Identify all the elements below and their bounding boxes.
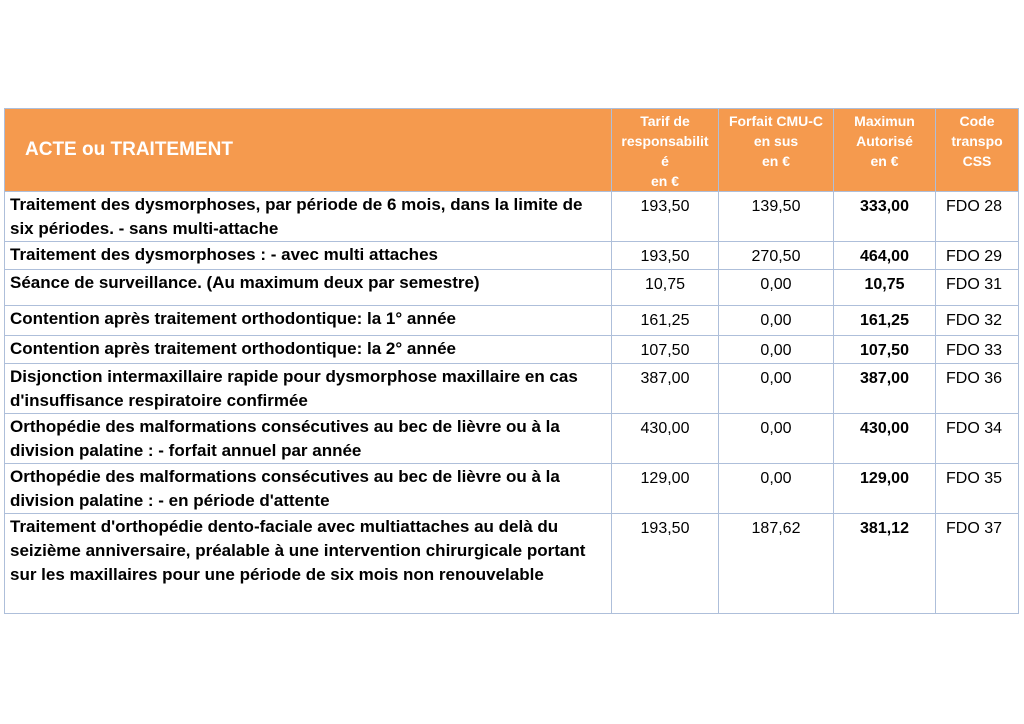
cell-maximum: 381,12 <box>834 514 936 614</box>
cell-acte: Traitement des dysmorphoses : - avec multi attaches <box>5 242 612 270</box>
cell-acte: Traitement des dysmorphoses, par période de 6 mois, dans la limite de six périodes. - sans multi-attache <box>5 192 612 242</box>
table-row <box>5 270 1019 306</box>
cell-code: FDO 31 <box>936 270 1019 306</box>
cell-forfait: 0,00 <box>719 464 834 514</box>
cell-tarif: 430,00 <box>612 414 719 464</box>
header-forfait <box>719 109 834 192</box>
cell-tarif: 193,50 <box>612 192 719 242</box>
header-tarif-line: en € <box>650 173 679 189</box>
cell-code: FDO 28 <box>936 192 1019 242</box>
cell-forfait: 0,00 <box>719 270 834 306</box>
cell-maximum: 10,75 <box>834 270 936 306</box>
cell-acte: Disjonction intermaxillaire rapide pour dysmorphose maxillaire en cas d'insuffisance respiratoire confirmée <box>5 364 612 414</box>
table-row <box>5 364 1019 414</box>
header-code-line: Code <box>959 113 995 129</box>
cell-forfait: 0,00 <box>719 364 834 414</box>
cell-code: FDO 37 <box>936 514 1019 614</box>
cell-maximum: 107,50 <box>834 336 936 364</box>
cell-code: FDO 29 <box>936 242 1019 270</box>
header-maximum <box>834 109 936 192</box>
cell-code: FDO 36 <box>936 364 1019 414</box>
cell-code: FDO 35 <box>936 464 1019 514</box>
cell-code: FDO 33 <box>936 336 1019 364</box>
header-tarif <box>612 109 719 192</box>
cell-maximum: 129,00 <box>834 464 936 514</box>
table-row <box>5 514 1019 614</box>
cell-code: FDO 34 <box>936 414 1019 464</box>
cell-acte: Traitement d'orthopédie dento-faciale avec multiattaches au delà du seizième anniversaire, préalable à une intervention chirurgicale portant sur les maxillaires pour une période de six mois non renouvelable <box>5 514 612 614</box>
cell-acte: Contention après traitement orthodontique: la 1° année <box>5 306 612 336</box>
cell-acte: Orthopédie des malformations consécutives au bec de lièvre ou à la division palatine : - en période d'attente <box>5 464 612 514</box>
cell-code: FDO 32 <box>936 306 1019 336</box>
cell-forfait: 0,00 <box>719 306 834 336</box>
cell-tarif: 107,50 <box>612 336 719 364</box>
cell-acte: Contention après traitement orthodontique: la 2° année <box>5 336 612 364</box>
table-row <box>5 464 1019 514</box>
cell-forfait: 187,62 <box>719 514 834 614</box>
header-forfait-line: en € <box>761 153 790 169</box>
table-row <box>5 336 1019 364</box>
cell-maximum: 333,00 <box>834 192 936 242</box>
cell-forfait: 139,50 <box>719 192 834 242</box>
cell-forfait: 0,00 <box>719 414 834 464</box>
cell-maximum: 464,00 <box>834 242 936 270</box>
header-code-line: transpo <box>951 133 1003 149</box>
table-row <box>5 414 1019 464</box>
header-maximum-line: en € <box>870 153 899 169</box>
table-row <box>5 192 1019 242</box>
header-maximum-line: Maximun <box>854 113 915 129</box>
cell-tarif: 193,50 <box>612 514 719 614</box>
cell-forfait: 270,50 <box>719 242 834 270</box>
cell-tarif: 10,75 <box>612 270 719 306</box>
cell-maximum: 387,00 <box>834 364 936 414</box>
header-acte: ACTE ou TRAITEMENT <box>5 109 612 192</box>
table-header-row <box>5 109 1019 192</box>
header-forfait-line: en sus <box>753 133 799 149</box>
header-tarif-line: é <box>661 153 669 169</box>
cell-acte: Séance de surveillance. (Au maximum deux par semestre) <box>5 270 612 306</box>
cell-tarif: 387,00 <box>612 364 719 414</box>
header-tarif-line: responsabilit <box>621 133 709 149</box>
tarif-table <box>4 108 1019 614</box>
cell-maximum: 161,25 <box>834 306 936 336</box>
header-tarif-line: Tarif de <box>640 113 690 129</box>
cell-acte: Orthopédie des malformations consécutives au bec de lièvre ou à la division palatine : - forfait annuel par année <box>5 414 612 464</box>
header-maximum-line: Autorisé <box>856 133 913 149</box>
header-code <box>936 109 1019 192</box>
header-code-line: CSS <box>962 153 992 169</box>
header-forfait-line: Forfait CMU-C <box>728 113 824 129</box>
cell-tarif: 193,50 <box>612 242 719 270</box>
table-row <box>5 306 1019 336</box>
cell-maximum: 430,00 <box>834 414 936 464</box>
cell-tarif: 129,00 <box>612 464 719 514</box>
table-row <box>5 242 1019 270</box>
cell-forfait: 0,00 <box>719 336 834 364</box>
cell-tarif: 161,25 <box>612 306 719 336</box>
